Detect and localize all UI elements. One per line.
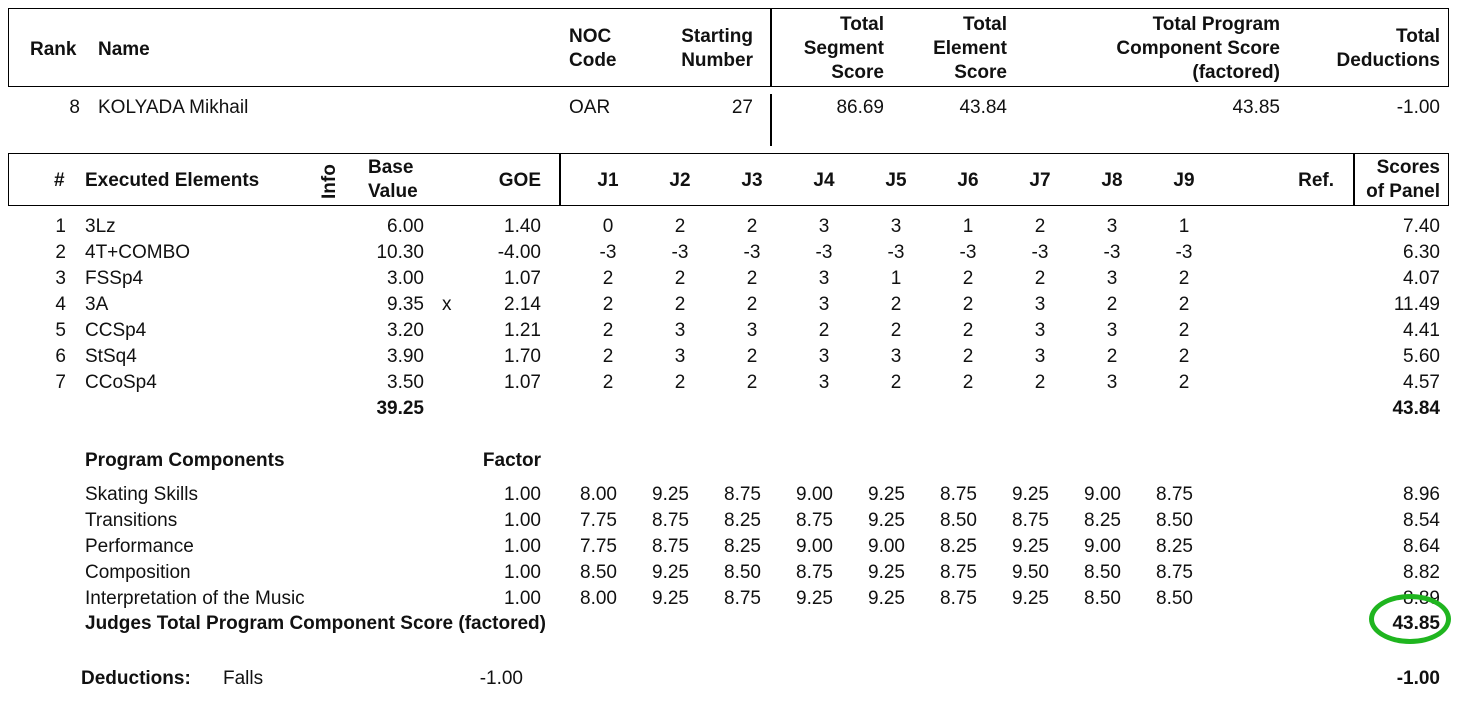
element-name: 3Lz <box>85 216 116 237</box>
element-judge-score: 2 <box>1178 320 1190 341</box>
element-judge-score: 2 <box>602 268 614 289</box>
elements-header-ref: Ref. <box>1298 170 1334 191</box>
skater-total-segment-score: 86.69 <box>836 97 884 118</box>
element-judge-score: 3 <box>1106 268 1118 289</box>
element-goe: 2.14 <box>504 294 541 315</box>
element-judge-score: 3 <box>674 320 686 341</box>
component-judge-score: 8.25 <box>724 536 761 557</box>
element-base-value: 3.50 <box>387 372 424 393</box>
component-name: Interpretation of the Music <box>85 588 305 609</box>
component-judge-score: 8.50 <box>1156 510 1193 531</box>
element-judge-score: 2 <box>1034 372 1046 393</box>
component-judge-score: 8.50 <box>1084 588 1121 609</box>
component-name: Skating Skills <box>85 484 198 505</box>
element-judge-score: -3 <box>815 242 833 263</box>
element-judge-score: 3 <box>818 294 830 315</box>
element-name: 4T+COMBO <box>85 242 191 263</box>
skater-total-deductions: -1.00 <box>1396 97 1440 118</box>
element-judge-score: 2 <box>746 268 758 289</box>
element-judge-score: 3 <box>746 320 758 341</box>
element-number: 5 <box>55 320 66 341</box>
deductions-type: Falls <box>223 668 264 689</box>
deductions-label: Deductions: <box>81 668 191 689</box>
element-judge-score: 1 <box>962 216 974 237</box>
element-judge-score: 2 <box>1178 372 1190 393</box>
element-judge-score: 2 <box>1178 294 1190 315</box>
element-judge-score: -3 <box>959 242 977 263</box>
skater-noc: OAR <box>569 97 611 118</box>
element-info: x <box>442 294 452 315</box>
element-goe: 1.07 <box>504 268 541 289</box>
element-number: 6 <box>55 346 66 367</box>
element-name: 3A <box>85 294 109 315</box>
element-judge-score: 3 <box>818 372 830 393</box>
header-starting-number: Starting Number <box>681 26 753 72</box>
skater-rank: 8 <box>69 97 80 118</box>
component-judge-score: 9.00 <box>796 536 833 557</box>
element-goe: -4.00 <box>497 242 541 263</box>
element-judge-score: 2 <box>890 294 902 315</box>
judge-header: J7 <box>1029 170 1051 191</box>
component-panel-score: 8.82 <box>1403 562 1440 583</box>
element-judge-score: 3 <box>1106 372 1118 393</box>
element-base-value: 3.20 <box>387 320 424 341</box>
element-judge-score: 1 <box>890 268 902 289</box>
component-judge-score: 8.75 <box>940 588 977 609</box>
element-number: 4 <box>55 294 66 315</box>
component-judge-score: 7.75 <box>580 536 617 557</box>
elements-header-scores-of-panel: Scores of Panel <box>1366 157 1440 203</box>
element-judge-score: -3 <box>887 242 905 263</box>
element-number: 3 <box>55 268 66 289</box>
elements-total-base: 39.25 <box>376 398 424 419</box>
elements-header-divider-right <box>1353 153 1355 206</box>
deductions-value: -1.00 <box>479 668 523 689</box>
judge-header: J1 <box>597 170 619 191</box>
component-judge-score: 8.50 <box>1084 562 1121 583</box>
component-factor: 1.00 <box>504 510 541 531</box>
header-total-element-score: Total Element Score <box>933 14 1007 84</box>
header-noc: NOC Code <box>569 26 617 72</box>
element-judge-score: 3 <box>1034 294 1046 315</box>
element-panel-score: 4.07 <box>1403 268 1440 289</box>
element-judge-score: 3 <box>1106 320 1118 341</box>
component-judge-score: 8.75 <box>796 562 833 583</box>
component-judge-score: 8.00 <box>580 484 617 505</box>
component-judge-score: 8.50 <box>724 562 761 583</box>
element-judge-score: 2 <box>602 320 614 341</box>
elements-total-panel: 43.84 <box>1392 398 1440 419</box>
element-number: 2 <box>55 242 66 263</box>
element-judge-score: 1 <box>1178 216 1190 237</box>
element-judge-score: 2 <box>602 372 614 393</box>
element-judge-score: 3 <box>890 216 902 237</box>
element-panel-score: 4.41 <box>1403 320 1440 341</box>
component-name: Transitions <box>85 510 178 531</box>
component-name: Performance <box>85 536 194 557</box>
component-judge-score: 9.25 <box>1012 536 1049 557</box>
element-judge-score: 2 <box>962 268 974 289</box>
judge-header: J4 <box>813 170 835 191</box>
component-judge-score: 8.75 <box>1156 562 1193 583</box>
element-judge-score: 2 <box>1106 346 1118 367</box>
component-panel-score: 8.64 <box>1403 536 1440 557</box>
judge-header: J2 <box>669 170 691 191</box>
component-judge-score: 8.25 <box>1156 536 1193 557</box>
element-panel-score: 7.40 <box>1403 216 1440 237</box>
element-judge-score: -3 <box>1175 242 1193 263</box>
element-panel-score: 11.49 <box>1393 294 1440 315</box>
element-judge-score: 2 <box>746 294 758 315</box>
component-judge-score: 9.25 <box>868 484 905 505</box>
component-judge-score: 9.00 <box>796 484 833 505</box>
component-judge-score: 8.75 <box>652 536 689 557</box>
element-base-value: 3.90 <box>387 346 424 367</box>
judge-header: J6 <box>957 170 979 191</box>
component-factor: 1.00 <box>504 536 541 557</box>
header-total-deductions: Total Deductions <box>1336 26 1440 72</box>
component-judge-score: 8.25 <box>724 510 761 531</box>
component-judge-score: 9.25 <box>652 484 689 505</box>
element-judge-score: 2 <box>1034 268 1046 289</box>
element-judge-score: 0 <box>602 216 614 237</box>
component-judge-score: 8.75 <box>940 484 977 505</box>
element-name: CCoSp4 <box>85 372 157 393</box>
element-judge-score: 2 <box>674 294 686 315</box>
component-factor: 1.00 <box>504 484 541 505</box>
skater-total-pcs: 43.85 <box>1232 97 1280 118</box>
component-judge-score: 9.25 <box>652 588 689 609</box>
element-judge-score: -3 <box>1103 242 1121 263</box>
skater-name: KOLYADA Mikhail <box>98 97 249 118</box>
element-number: 7 <box>55 372 66 393</box>
element-judge-score: -3 <box>671 242 689 263</box>
element-base-value: 9.35 <box>387 294 424 315</box>
elements-header-goe: GOE <box>498 170 541 191</box>
component-judge-score: 9.00 <box>1084 484 1121 505</box>
component-judge-score: 9.25 <box>652 562 689 583</box>
component-judge-score: 8.50 <box>1156 588 1193 609</box>
header-rank: Rank <box>30 39 77 60</box>
element-goe: 1.40 <box>504 216 541 237</box>
element-judge-score: 3 <box>890 346 902 367</box>
element-judge-score: 2 <box>890 372 902 393</box>
components-total-label: Judges Total Program Component Score (factored) <box>85 613 546 634</box>
component-judge-score: 9.25 <box>1012 588 1049 609</box>
element-judge-score: 2 <box>674 372 686 393</box>
components-factor-header: Factor <box>482 450 541 471</box>
element-name: FSSp4 <box>85 268 144 289</box>
element-judge-score: -3 <box>743 242 761 263</box>
component-judge-score: 8.75 <box>1156 484 1193 505</box>
skater-total-element-score: 43.84 <box>959 97 1007 118</box>
element-base-value: 6.00 <box>387 216 424 237</box>
elements-header-divider-left <box>559 153 561 206</box>
element-judge-score: 3 <box>1034 320 1046 341</box>
element-judge-score: 2 <box>746 216 758 237</box>
component-judge-score: 9.00 <box>868 536 905 557</box>
element-goe: 1.07 <box>504 372 541 393</box>
element-base-value: 3.00 <box>387 268 424 289</box>
element-name: StSq4 <box>85 346 137 367</box>
judge-header: J8 <box>1101 170 1123 191</box>
component-judge-score: 9.50 <box>1012 562 1049 583</box>
element-judge-score: -3 <box>599 242 617 263</box>
element-judge-score: 2 <box>746 372 758 393</box>
elements-header-info: Info <box>319 164 340 199</box>
component-panel-score: 8.96 <box>1403 484 1440 505</box>
element-judge-score: 2 <box>962 346 974 367</box>
component-judge-score: 8.75 <box>796 510 833 531</box>
component-judge-score: 9.25 <box>868 510 905 531</box>
header-total-pcs: Total Program Component Score (factored) <box>1116 14 1280 84</box>
component-judge-score: 8.75 <box>724 588 761 609</box>
element-judge-score: 3 <box>1106 216 1118 237</box>
component-judge-score: 8.25 <box>1084 510 1121 531</box>
element-judge-score: 2 <box>962 320 974 341</box>
element-goe: 1.70 <box>504 346 541 367</box>
component-judge-score: 9.25 <box>1012 484 1049 505</box>
component-judge-score: 8.00 <box>580 588 617 609</box>
element-judge-score: -3 <box>1031 242 1049 263</box>
element-judge-score: 3 <box>818 346 830 367</box>
component-judge-score: 8.75 <box>940 562 977 583</box>
element-judge-score: 2 <box>962 294 974 315</box>
component-factor: 1.00 <box>504 562 541 583</box>
component-judge-score: 7.75 <box>580 510 617 531</box>
component-judge-score: 8.50 <box>940 510 977 531</box>
element-judge-score: 2 <box>1178 346 1190 367</box>
component-judge-score: 8.75 <box>1012 510 1049 531</box>
element-name: CCSp4 <box>85 320 147 341</box>
elements-header-executed: Executed Elements <box>85 170 260 191</box>
element-judge-score: 2 <box>1178 268 1190 289</box>
element-judge-score: 2 <box>818 320 830 341</box>
judge-header: J3 <box>741 170 763 191</box>
element-judge-score: 2 <box>674 268 686 289</box>
header-name: Name <box>98 39 150 60</box>
element-panel-score: 6.30 <box>1403 242 1440 263</box>
component-judge-score: 9.25 <box>868 562 905 583</box>
element-judge-score: 3 <box>818 216 830 237</box>
header-total-segment-score: Total Segment Score <box>803 14 884 84</box>
component-factor: 1.00 <box>504 588 541 609</box>
element-judge-score: 3 <box>818 268 830 289</box>
elements-header-num: # <box>54 170 65 191</box>
component-panel-score: 8.89 <box>1403 588 1440 609</box>
element-base-value: 10.30 <box>376 242 424 263</box>
judge-header: J5 <box>885 170 907 191</box>
element-goe: 1.21 <box>504 320 541 341</box>
component-judge-score: 8.50 <box>580 562 617 583</box>
skater-starting-number: 27 <box>731 97 753 118</box>
component-judge-score: 9.00 <box>1084 536 1121 557</box>
deductions-total: -1.00 <box>1396 668 1440 689</box>
component-name: Composition <box>85 562 191 583</box>
element-judge-score: 3 <box>674 346 686 367</box>
element-judge-score: 2 <box>602 346 614 367</box>
element-judge-score: 2 <box>890 320 902 341</box>
component-judge-score: 9.25 <box>796 588 833 609</box>
components-total-value: 43.85 <box>1392 613 1440 634</box>
element-judge-score: 2 <box>746 346 758 367</box>
element-judge-score: 3 <box>1034 346 1046 367</box>
components-title: Program Components <box>85 450 285 471</box>
component-judge-score: 8.75 <box>652 510 689 531</box>
element-judge-score: 2 <box>1034 216 1046 237</box>
element-panel-score: 4.57 <box>1403 372 1440 393</box>
elements-header-base-value: Base Value <box>368 157 418 203</box>
component-panel-score: 8.54 <box>1403 510 1440 531</box>
component-judge-score: 8.25 <box>940 536 977 557</box>
element-number: 1 <box>55 216 66 237</box>
element-panel-score: 5.60 <box>1403 346 1440 367</box>
component-judge-score: 8.75 <box>724 484 761 505</box>
component-judge-score: 9.25 <box>868 588 905 609</box>
judge-header: J9 <box>1173 170 1195 191</box>
element-judge-score: 2 <box>962 372 974 393</box>
element-judge-score: 2 <box>674 216 686 237</box>
element-judge-score: 2 <box>1106 294 1118 315</box>
element-judge-score: 2 <box>602 294 614 315</box>
